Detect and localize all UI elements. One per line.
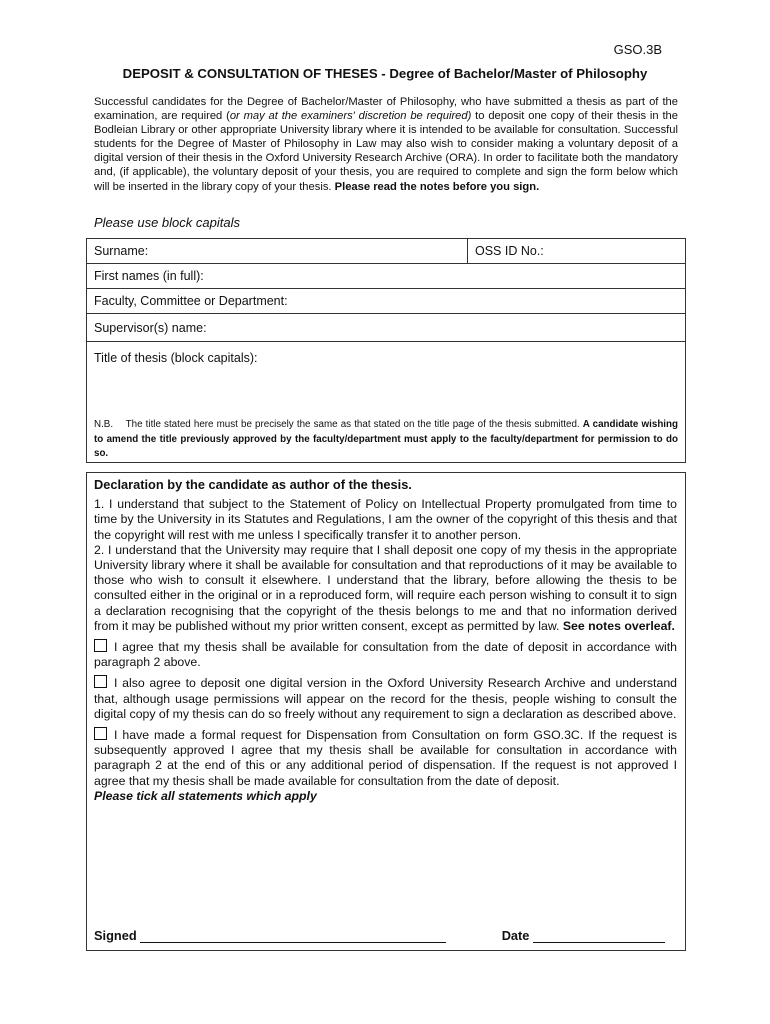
date-label: Date xyxy=(501,928,530,943)
statement-1 xyxy=(94,639,677,670)
signature-field[interactable] xyxy=(140,930,446,943)
para-2-bold: See notes overleaf. xyxy=(562,618,675,633)
nb-text: The title stated here must be precisely the same as that stated on the title page of the thesis submitted. xyxy=(125,419,583,430)
thesis-title-label: Title of thesis (block capitals): xyxy=(94,351,258,365)
details-table xyxy=(86,238,686,463)
signed-group xyxy=(94,928,446,943)
signed-label: Signed xyxy=(94,928,137,943)
thesis-title-field[interactable] xyxy=(87,342,685,462)
intro-text-1: Successful candidates for the Degree of Bachelor/Master of Philosophy, who have submitted a thesis as part of the examination, are required ( xyxy=(94,96,678,123)
form-code: GSO.3B xyxy=(613,42,662,57)
declaration-heading: Declaration by the candidate as author of the thesis. xyxy=(94,477,412,492)
block-capitals-note: Please use block capitals xyxy=(94,215,240,230)
nb-prefix: N.B. xyxy=(94,419,114,430)
intro-italic: or may at the examiners' discretion be required) xyxy=(229,110,472,123)
page-title: DEPOSIT & CONSULTATION OF THESES - Degree of Bachelor/Master of Philosophy xyxy=(122,66,648,81)
faculty-field[interactable] xyxy=(87,289,685,314)
statement-3-checkbox[interactable] xyxy=(94,727,107,740)
date-group xyxy=(502,928,665,943)
surname-label: Surname: xyxy=(94,244,149,258)
supervisor-label: Supervisor(s) name: xyxy=(94,320,207,335)
para-2-text: 2. I understand that the University may require that I shall deposit one copy of my thesis in the appropriate University library where it shall be available for consultation and that reproductions of it may be available to those who wish to consult it elsewhere. I understand that the library, before allowing the thesis to be consulted either in the original or in a reproduced form, will require each person wishing to consult it to sign a declaration recognising that the copyright of the thesis belongs to me and that no information derived from it may be published without my prior written consent, except as permitted by law. xyxy=(94,542,677,633)
oss-id-label: OSS ID No.: xyxy=(475,244,544,258)
nb-bold: A candidate wishing to amend the title previously approved by the faculty/department must apply to the faculty/department for permission to do so. xyxy=(94,419,678,459)
nb-note xyxy=(94,418,678,462)
first-names-field[interactable] xyxy=(87,264,685,289)
statement-3-text: I have made a formal request for Dispensation from Consultation on form GSO.3C. If the request is subsequently approved I agree that my thesis shall be available for consultation in accordance with paragraph 2 at the end of this or any additional period of dispensation. If the request is not approved I agree that my thesis shall be made available for consultation from the date of deposit. xyxy=(94,728,677,788)
signature-row xyxy=(94,928,677,943)
supervisor-field[interactable] xyxy=(87,314,685,342)
declaration-para-1: 1. I understand that subject to the Statement of Policy on Intellectual Property promulgated from time to time by the University in its Statutes and Regulations, I am the owner of the copyright of this thesis and that the copyright will rest with me unless I specifically transfer it to another person. xyxy=(94,497,677,542)
faculty-label: Faculty, Committee or Department: xyxy=(94,294,288,308)
first-names-label: First names (in full): xyxy=(94,269,204,283)
date-field[interactable] xyxy=(533,930,665,943)
surname-row xyxy=(87,239,685,264)
statement-2-checkbox[interactable] xyxy=(94,675,107,688)
statement-2-text: I also agree to deposit one digital version in the Oxford University Research Archive and understand that, although usage permissions will appear on the record for the thesis, people wishing to consult the digital copy of my thesis can do so freely without any requirement to sign a declaration as described above. xyxy=(94,676,677,721)
tick-note: Please tick all statements which apply xyxy=(94,788,317,803)
intro-paragraph xyxy=(94,95,678,194)
declaration-para-2 xyxy=(94,543,677,634)
statement-2 xyxy=(94,675,677,722)
surname-field[interactable] xyxy=(87,239,468,263)
statement-3 xyxy=(94,727,677,789)
oss-id-field[interactable] xyxy=(468,239,685,263)
declaration-box xyxy=(86,472,686,951)
statement-1-checkbox[interactable] xyxy=(94,639,107,652)
intro-text-2: to deposit one copy of their thesis in the Bodleian Library or other appropriate University library where it is intended to be available for consultation. Successful students for the Degree of Master of Philosophy in Law may also wish to consider making a voluntary deposit of a digital version of their thesis in the Oxford University Research Archive (ORA). In order to facilitate both the mandatory and, (if applicable), the voluntary deposit of your thesis, you are required to complete and sign the form below which will be inserted in the library copy of your thesis. xyxy=(94,110,678,193)
statement-1-text: I agree that my thesis shall be available for consultation from the date of deposit in accordance with paragraph 2 above. xyxy=(94,640,677,670)
intro-bold: Please read the notes before you sign. xyxy=(334,180,540,193)
